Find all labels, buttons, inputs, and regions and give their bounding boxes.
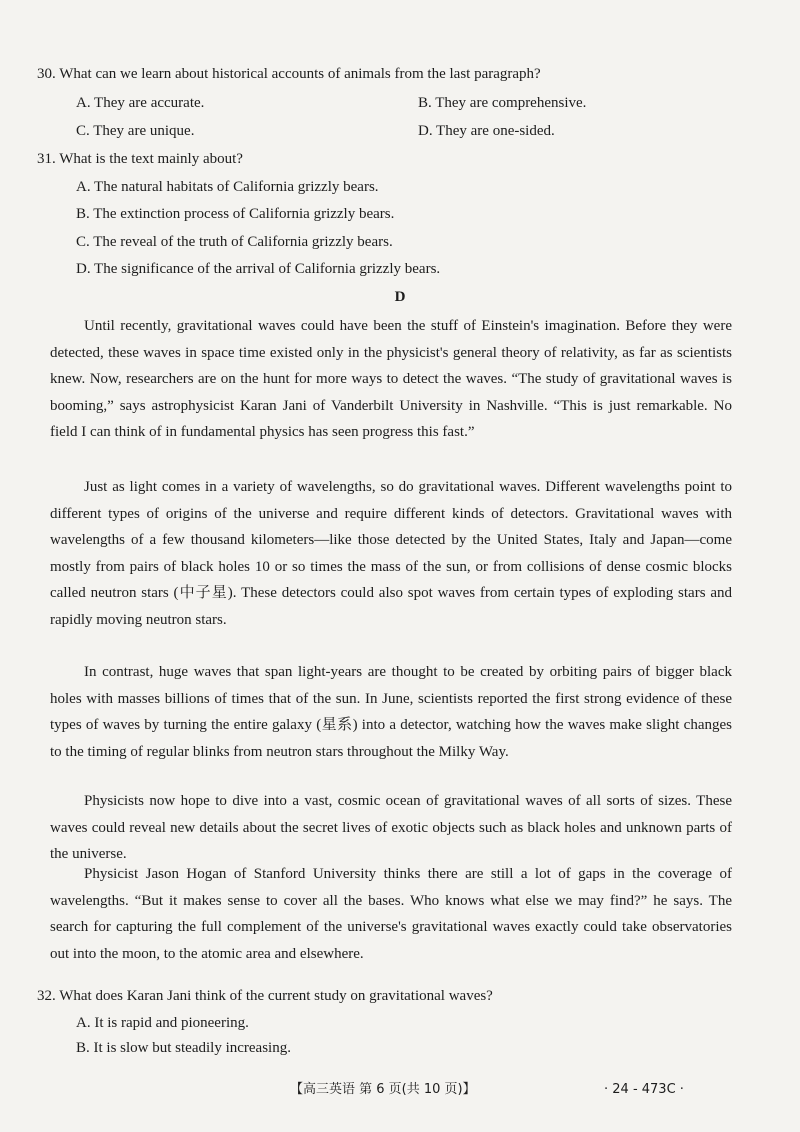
q31-option-c: C. The reveal of the truth of California grizzly bears. bbox=[76, 234, 393, 250]
passage-paragraph-3: In contrast, huge waves that span light-years are thought to be created by orbiting pairs of bigger black holes with masses billions of times that of the sun. In June, scientists reported the first strong evidence of these types of waves by turning the entire galaxy (星系) into a detector, watching how the waves make slight changes to the timing of regular blinks from neutron stars throughout the Milky Way. bbox=[50, 664, 732, 760]
page-number-label: 【高三英语 第 6 页(共 10 页)】 bbox=[290, 1082, 476, 1097]
q32-stem: 32. What does Karan Jani think of the current study on gravitational waves? bbox=[37, 988, 493, 1004]
q30-option-b: B. They are comprehensive. bbox=[418, 95, 587, 111]
passage-paragraph-2: Just as light comes in a variety of wavelengths, so do gravitational waves. Different wavelengths point to different types of origins of the universe and require different kinds of detectors. Gravitational waves with wavelengths of a few thousand kilometers—like those detected by the United States, Italy and Japan—come mostly from pairs of black holes 10 or so times the mass of the sun, or from collisions of dense cosmic blocks called neutron stars (中子星). These detectors could also spot waves from certain types of exploding stars and rapidly moving neutron stars. bbox=[50, 479, 732, 628]
q31-option-a: A. The natural habitats of California grizzly bears. bbox=[76, 179, 379, 195]
q31-stem: 31. What is the text mainly about? bbox=[37, 151, 243, 167]
exam-code: · 24 - 473C · bbox=[604, 1082, 684, 1097]
q30-stem: 30. What can we learn about historical accounts of animals from the last paragraph? bbox=[37, 66, 541, 82]
q30-option-d: D. They are one-sided. bbox=[418, 123, 555, 139]
q32-option-b: B. It is slow but steadily increasing. bbox=[76, 1040, 291, 1056]
q31-option-b: B. The extinction process of California grizzly bears. bbox=[76, 206, 395, 222]
q30-option-a: A. They are accurate. bbox=[76, 95, 205, 111]
q31-option-d: D. The significance of the arrival of California grizzly bears. bbox=[76, 261, 441, 277]
q30-option-c: C. They are unique. bbox=[76, 123, 195, 139]
passage-paragraph-4: Physicists now hope to dive into a vast, cosmic ocean of gravitational waves of all sorts of sizes. These waves could reveal new details about the secret lives of exotic objects such as black holes and unknown parts of the universe. bbox=[50, 793, 732, 863]
passage-paragraph-5: Physicist Jason Hogan of Stanford University thinks there are still a lot of gaps in the coverage of wavelengths. “But it makes sense to cover all the bases. Who knows what else we may find?” he says. The search for capturing the full complement of the universe's gravitational waves exactly could take observatories out into the moon, to the atomic area and elsewhere. bbox=[50, 866, 732, 962]
passage-paragraph-1: Until recently, gravitational waves could have been the stuff of Einstein's imagination. Before they were detected, these waves in space time existed only in the physicist's general theory of relativity, as far as scientists knew. Now, researchers are on the hunt for more ways to detect the waves. “The study of gravitational waves is booming,” says astrophysicist Karan Jani of Vanderbilt University in Nashville. “This is just remarkable. No field I can think of in fundamental physics has seen progress this fast.” bbox=[50, 318, 732, 441]
section-heading: D bbox=[394, 289, 406, 305]
q32-option-a: A. It is rapid and pioneering. bbox=[76, 1015, 249, 1031]
